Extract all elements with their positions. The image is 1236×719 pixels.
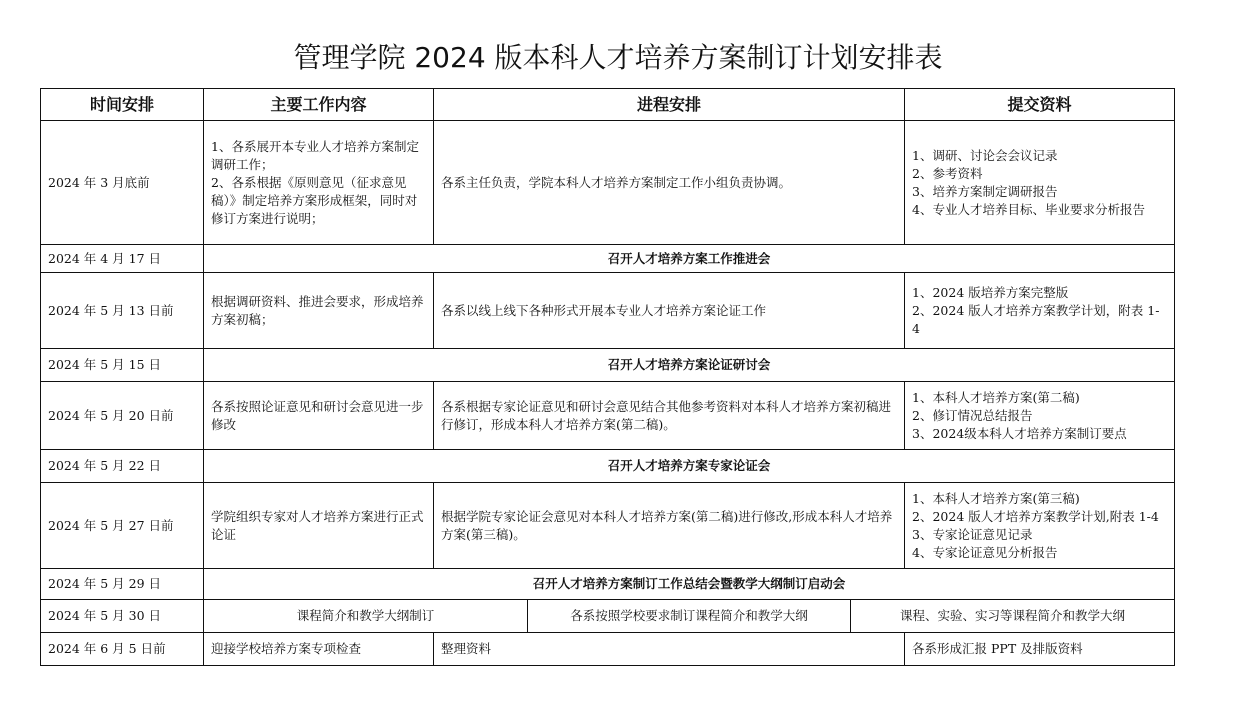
page-title: 管理学院 2024 版本科人才培养方案制订计划安排表 bbox=[293, 41, 943, 74]
table-row bbox=[41, 273, 1175, 349]
content-cell: 学院组织专家对人才培养方案进行正式论证 bbox=[204, 483, 434, 569]
content-cell: 课程简介和教学大纲制订 bbox=[204, 600, 528, 633]
header-time: 时间安排 bbox=[41, 89, 204, 121]
time-cell: 2024 年 4 月 17 日 bbox=[41, 245, 204, 273]
schedule-table bbox=[40, 88, 1175, 666]
materials-cell: 1、2024 版培养方案完整版 2、2024 版人才培养方案教学计划，附表 1-4 bbox=[905, 273, 1175, 349]
table-row bbox=[41, 349, 1175, 382]
table-row bbox=[41, 483, 1175, 569]
content-cell: 根据调研资料、推进会要求，形成培养方案初稿； bbox=[204, 273, 434, 349]
materials-cell: 课程、实验、实习等课程简介和教学大纲 bbox=[851, 600, 1175, 633]
materials-cell: 各系形成汇报 PPT 及排版资料 bbox=[905, 633, 1175, 666]
table-row bbox=[41, 382, 1175, 450]
materials-cell: 1、本科人才培养方案(第三稿) 2、2024 版人才培养方案教学计划,附表 1-4 3、专家论证意见记录 4、专家论证意见分析报告 bbox=[905, 483, 1175, 569]
time-cell: 2024 年 5 月 27 日前 bbox=[41, 483, 204, 569]
table-row bbox=[41, 121, 1175, 245]
content-cell: 1、各系展开本专业人才培养方案制定调研工作； 2、各系根据《原则意见（征求意见稿）》制定培养方案形成框架，同时对修订方案进行说明； bbox=[204, 121, 434, 245]
table-row bbox=[41, 450, 1175, 483]
header-materials: 提交资料 bbox=[905, 89, 1175, 121]
table-row bbox=[41, 633, 1175, 666]
content-cell: 迎接学校培养方案专项检查 bbox=[204, 633, 434, 666]
process-cell: 各系以线上线下各种形式开展本专业人才培养方案论证工作 bbox=[434, 273, 905, 349]
header-process: 进程安排 bbox=[434, 89, 905, 121]
time-cell: 2024 年 5 月 29 日 bbox=[41, 569, 204, 600]
time-cell: 2024 年 5 月 22 日 bbox=[41, 450, 204, 483]
table-row bbox=[41, 569, 1175, 600]
time-cell: 2024 年 5 月 13 日前 bbox=[41, 273, 204, 349]
meeting-cell: 召开人才培养方案工作推进会 bbox=[204, 245, 1175, 273]
process-cell: 整理资料 bbox=[434, 633, 905, 666]
process-cell: 各系按照学校要求制订课程简介和教学大纲 bbox=[528, 600, 851, 633]
materials-cell: 1、本科人才培养方案(第二稿) 2、修订情况总结报告 3、2024级本科人才培养方案制订要点 bbox=[905, 382, 1175, 450]
time-cell: 2024 年 5 月 20 日前 bbox=[41, 382, 204, 450]
time-cell: 2024 年 6 月 5 日前 bbox=[41, 633, 204, 666]
time-cell: 2024 年 3 月底前 bbox=[41, 121, 204, 245]
materials-cell: 1、调研、讨论会会议记录 2、参考资料 3、培养方案制定调研报告 4、专业人才培养目标、毕业要求分析报告 bbox=[905, 121, 1175, 245]
process-cell: 根据学院专家论证会意见对本科人才培养方案(第二稿)进行修改,形成本科人才培养方案(第三稿)。 bbox=[434, 483, 905, 569]
meeting-cell: 召开人才培养方案论证研讨会 bbox=[204, 349, 1175, 382]
process-cell: 各系根据专家论证意见和研讨会意见结合其他参考资料对本科人才培养方案初稿进行修订，形成本科人才培养方案(第二稿)。 bbox=[434, 382, 905, 450]
time-cell: 2024 年 5 月 30 日 bbox=[41, 600, 204, 633]
process-cell: 各系主任负责，学院本科人才培养方案制定工作小组负责协调。 bbox=[434, 121, 905, 245]
meeting-cell: 召开人才培养方案专家论证会 bbox=[204, 450, 1175, 483]
time-cell: 2024 年 5 月 15 日 bbox=[41, 349, 204, 382]
table-row bbox=[41, 600, 1175, 633]
header-content: 主要工作内容 bbox=[204, 89, 434, 121]
content-cell: 各系按照论证意见和研讨会意见进一步修改 bbox=[204, 382, 434, 450]
meeting-cell: 召开人才培养方案制订工作总结会暨教学大纲制订启动会 bbox=[204, 569, 1175, 600]
table-row bbox=[41, 245, 1175, 273]
header-row bbox=[41, 89, 1175, 121]
